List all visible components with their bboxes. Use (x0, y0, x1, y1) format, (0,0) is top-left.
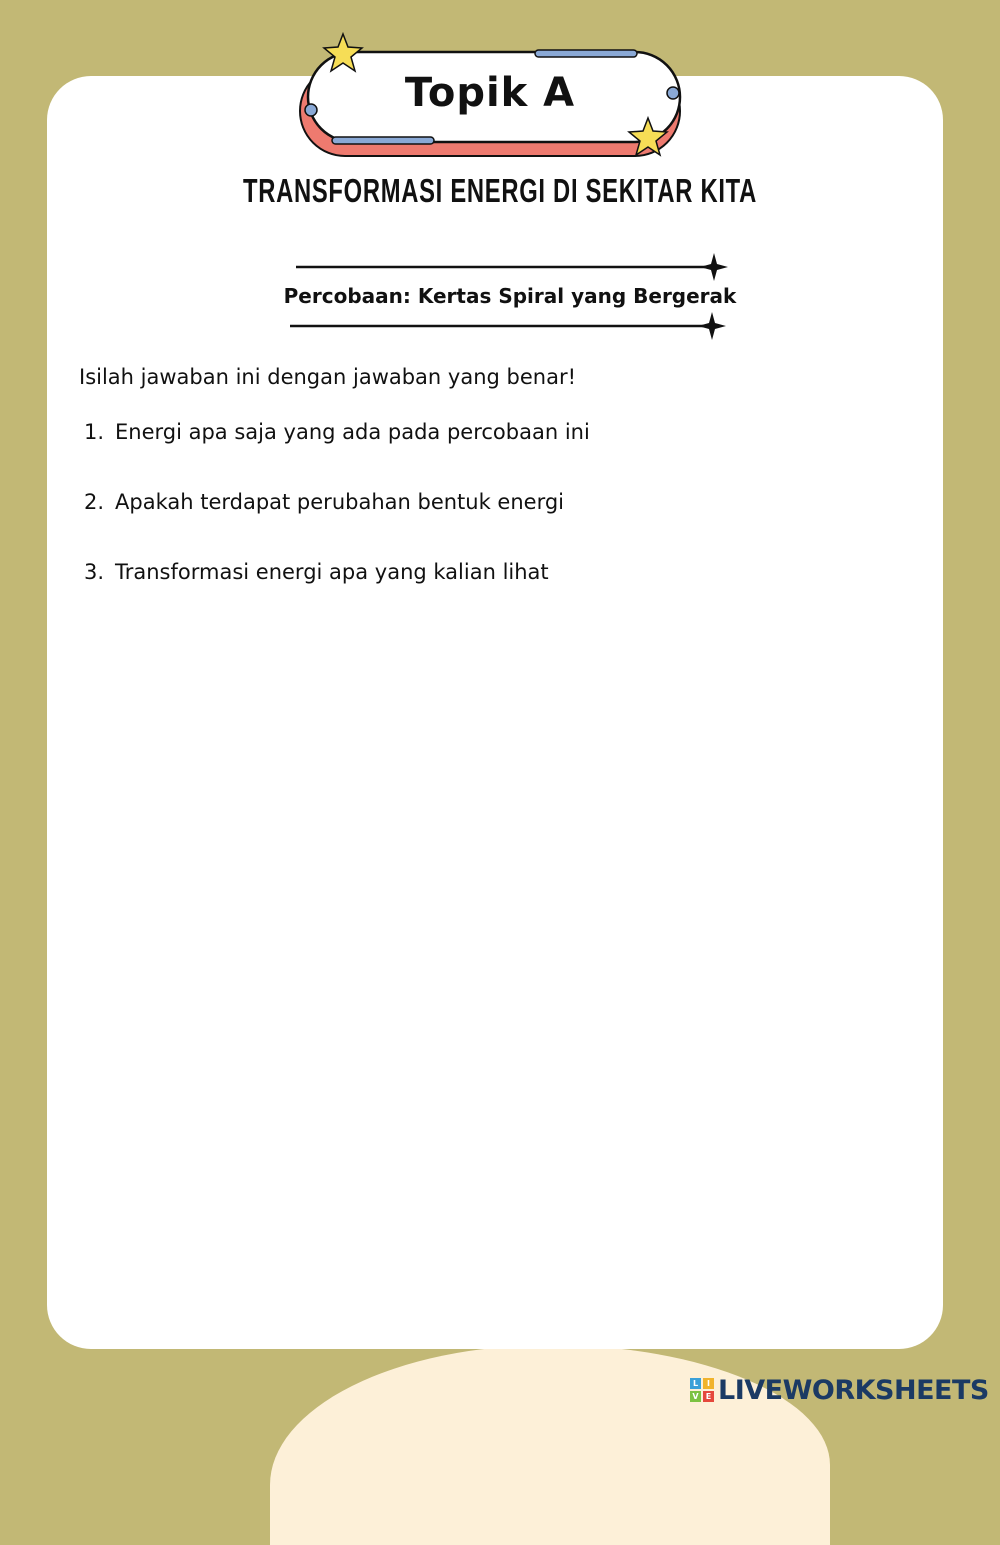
question-number: 1. (84, 420, 105, 444)
logo-text: LIVEWORKSHEETS (718, 1374, 989, 1406)
question-text: Energi apa saja yang ada pada percobaan ini (115, 420, 590, 444)
divider-bottom (290, 312, 730, 342)
question-item (84, 560, 590, 630)
question-item (84, 420, 590, 490)
instructions-text: Isilah jawaban ini dengan jawaban yang benar! (79, 365, 577, 389)
liveworksheets-logo (690, 1371, 989, 1409)
question-number: 3. (84, 560, 105, 584)
question-list (84, 420, 590, 630)
topic-title: Topik A (404, 70, 576, 116)
sparkle-icon (700, 253, 728, 281)
sparkle-icon (698, 312, 726, 340)
experiment-title: Percobaan: Kertas Spiral yang Bergerak (283, 284, 737, 308)
question-item (84, 490, 590, 560)
question-text: Apakah terdapat perubahan bentuk energi (115, 490, 565, 514)
question-text: Transformasi energi apa yang kalian lihat (115, 560, 549, 584)
page-subtitle: TRANSFORMASI ENERGI DI SEKITAR KITA (242, 172, 758, 209)
question-number: 2. (84, 490, 105, 514)
divider-top (290, 253, 730, 283)
logo-mark-icon: L I V E (690, 1378, 714, 1402)
